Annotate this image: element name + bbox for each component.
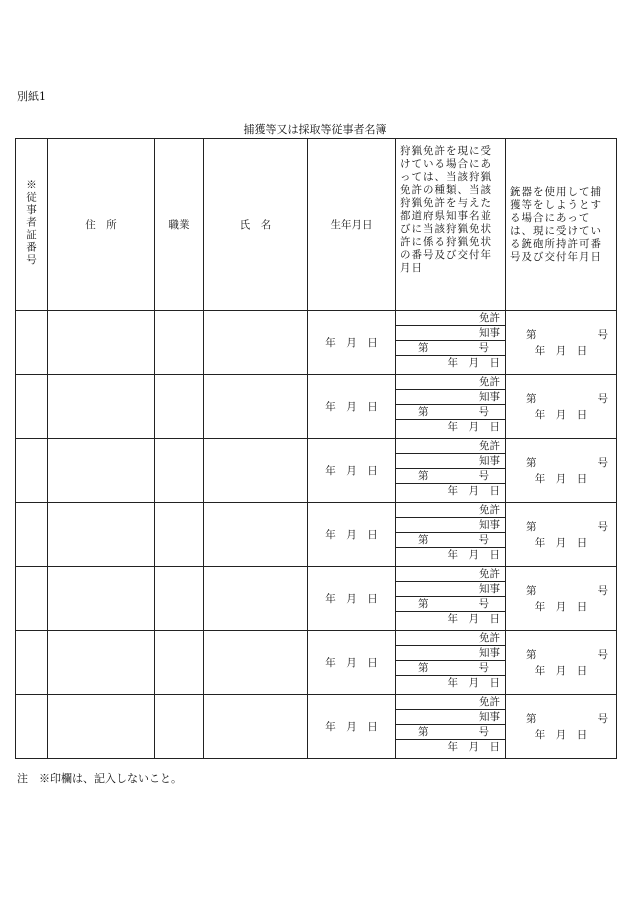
hunting-license-cell[interactable] (396, 631, 506, 695)
occupation-cell[interactable] (155, 375, 204, 439)
license-issue-date: 年 月 日 (447, 549, 500, 561)
license-issue-date: 年 月 日 (447, 357, 500, 369)
license-governor: 知事 (396, 582, 505, 597)
occupation-cell[interactable] (155, 503, 204, 567)
license-issue-date: 年 月 日 (447, 485, 500, 497)
birthdate-cell[interactable]: 年 月 日 (308, 311, 396, 375)
birthdate-cell[interactable]: 年 月 日 (308, 503, 396, 567)
name-cell[interactable] (204, 503, 308, 567)
occupation-cell[interactable] (155, 311, 204, 375)
license-issue-date: 年 月 日 (447, 613, 500, 625)
header-address: 住 所 (48, 139, 155, 311)
address-cell[interactable] (48, 631, 155, 695)
header-occupation: 職業 (155, 139, 204, 311)
occupation-cell[interactable] (155, 631, 204, 695)
license-number: 第 号 (396, 533, 505, 548)
id-number-cell[interactable] (16, 631, 48, 695)
name-cell[interactable] (204, 567, 308, 631)
license-kind: 免許 (396, 311, 505, 326)
license-issue-date: 年 月 日 (447, 741, 500, 753)
name-cell[interactable] (204, 375, 308, 439)
license-kind: 免許 (396, 503, 505, 518)
gun-permit-date: 年 月 日 (534, 600, 588, 613)
header-gun-permit: 銃器を使用して捕獲等をしようとする場合にあっては、現に受けている銃砲所持許可番号及び交付年月日 (506, 139, 617, 311)
gun-permit-number: 第 号 (526, 392, 608, 405)
license-number: 第 号 (396, 597, 505, 612)
table-row (16, 631, 617, 695)
address-cell[interactable] (48, 695, 155, 759)
page-title: 捕獲等又は採取等従事者名簿 (243, 123, 387, 136)
name-cell[interactable] (204, 631, 308, 695)
id-number-cell[interactable] (16, 567, 48, 631)
name-cell[interactable] (204, 311, 308, 375)
gun-permit-date: 年 月 日 (534, 472, 588, 485)
birthdate-cell[interactable]: 年 月 日 (308, 567, 396, 631)
birthdate-cell[interactable]: 年 月 日 (308, 439, 396, 503)
license-kind: 免許 (396, 439, 505, 454)
header-birthdate: 生年月日 (308, 139, 396, 311)
birthdate-cell[interactable]: 年 月 日 (308, 631, 396, 695)
gun-permit-date: 年 月 日 (534, 344, 588, 357)
attachment-label: 別紙1 (17, 90, 46, 103)
hunting-license-cell[interactable] (396, 695, 506, 759)
footnote: 注 ※印欄は、記入しないこと。 (17, 772, 182, 785)
gun-permit-cell[interactable] (506, 695, 617, 759)
gun-permit-cell[interactable] (506, 311, 617, 375)
hunting-license-cell[interactable] (396, 311, 506, 375)
address-cell[interactable] (48, 375, 155, 439)
license-governor: 知事 (396, 710, 505, 725)
id-number-cell[interactable] (16, 311, 48, 375)
gun-permit-number: 第 号 (526, 456, 608, 469)
gun-permit-date: 年 月 日 (534, 728, 588, 741)
license-governor: 知事 (396, 454, 505, 469)
license-number: 第 号 (396, 405, 505, 420)
license-kind: 免許 (396, 631, 505, 646)
gun-permit-date: 年 月 日 (534, 536, 588, 549)
registry-table (15, 138, 617, 759)
license-number: 第 号 (396, 341, 505, 356)
license-number: 第 号 (396, 661, 505, 676)
occupation-cell[interactable] (155, 567, 204, 631)
table-row (16, 695, 617, 759)
gun-permit-cell[interactable] (506, 375, 617, 439)
gun-permit-number: 第 号 (526, 712, 608, 725)
name-cell[interactable] (204, 695, 308, 759)
gun-permit-cell[interactable] (506, 631, 617, 695)
table-header-row (16, 139, 617, 311)
occupation-cell[interactable] (155, 439, 204, 503)
table-row (16, 567, 617, 631)
birthdate-cell[interactable]: 年 月 日 (308, 375, 396, 439)
gun-permit-date: 年 月 日 (534, 664, 588, 677)
table-row (16, 375, 617, 439)
license-kind: 免許 (396, 567, 505, 582)
address-cell[interactable] (48, 567, 155, 631)
hunting-license-cell[interactable] (396, 567, 506, 631)
name-cell[interactable] (204, 439, 308, 503)
gun-permit-number: 第 号 (526, 520, 608, 533)
gun-permit-cell[interactable] (506, 439, 617, 503)
id-number-cell[interactable] (16, 695, 48, 759)
id-number-cell[interactable] (16, 375, 48, 439)
gun-permit-number: 第 号 (526, 648, 608, 661)
gun-permit-cell[interactable] (506, 567, 617, 631)
gun-permit-number: 第 号 (526, 584, 608, 597)
id-number-cell[interactable] (16, 439, 48, 503)
address-cell[interactable] (48, 503, 155, 567)
gun-permit-date: 年 月 日 (534, 408, 588, 421)
header-name: 氏 名 (204, 139, 308, 311)
header-hunting-license: 狩猟免許を現に受けている場合にあっては、当該狩猟免許の種類、当該狩猟免許を与えた都道府県知事名並びに当該狩猟免状許に係る狩猟免状の番号及び交付年月日 (396, 139, 506, 311)
table-row (16, 439, 617, 503)
license-issue-date: 年 月 日 (447, 677, 500, 689)
header-id-number: ※従事者証番号 (16, 139, 48, 311)
id-number-cell[interactable] (16, 503, 48, 567)
address-cell[interactable] (48, 311, 155, 375)
license-governor: 知事 (396, 326, 505, 341)
license-number: 第 号 (396, 469, 505, 484)
gun-permit-cell[interactable] (506, 503, 617, 567)
gun-permit-number: 第 号 (526, 328, 608, 341)
address-cell[interactable] (48, 439, 155, 503)
license-governor: 知事 (396, 390, 505, 405)
occupation-cell[interactable] (155, 695, 204, 759)
table-row (16, 503, 617, 567)
birthdate-cell[interactable]: 年 月 日 (308, 695, 396, 759)
hunting-license-cell[interactable] (396, 503, 506, 567)
license-number: 第 号 (396, 725, 505, 740)
license-kind: 免許 (396, 375, 505, 390)
license-kind: 免許 (396, 695, 505, 710)
license-governor: 知事 (396, 518, 505, 533)
license-issue-date: 年 月 日 (447, 421, 500, 433)
license-governor: 知事 (396, 646, 505, 661)
hunting-license-cell[interactable] (396, 439, 506, 503)
hunting-license-cell[interactable] (396, 375, 506, 439)
table-row (16, 311, 617, 375)
